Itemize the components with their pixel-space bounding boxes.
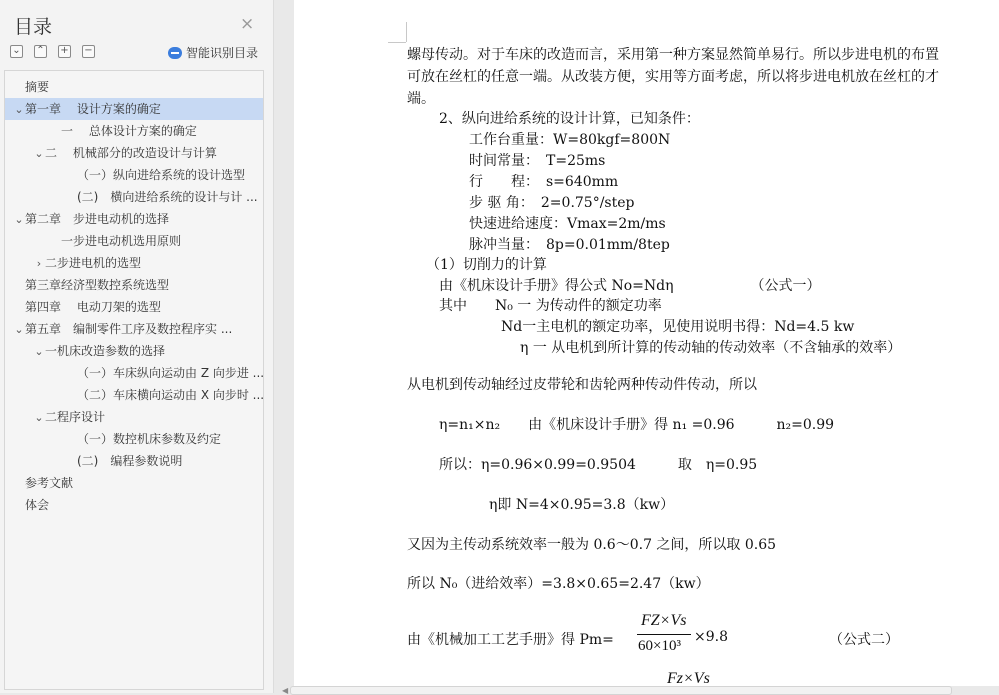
doc-line: 时间常量： T=25ms [469,153,606,169]
chevron-icon[interactable]: ⌄ [14,323,24,336]
toc-item[interactable] [5,296,263,318]
doc-line: 脉冲当量： 8p=0.01mm/8tep [469,237,670,253]
scroll-left-icon[interactable]: ◀ [282,686,289,695]
doc-line: 2、纵向进给系统的设计计算，已知条件： [439,111,700,127]
doc-line: 其中 N₀ 一 为传动件的额定功率 [439,298,662,314]
formula-next: Fz×Vs [667,670,710,686]
expand-up-icon[interactable]: ⌃ [34,45,47,58]
toc-item[interactable] [5,186,315,208]
toc-item[interactable] [5,318,263,340]
doc-line: 从电机到传动轴经过皮带轮和齿轮两种传动件传动，所以 [407,377,757,393]
doc-line: 所以 N₀（进给效率）=3.8×0.65=2.47（kw） [407,576,710,592]
doc-line: Nd一主电机的额定功率，见使用说明书得：Nd=4.5 kw [501,319,855,335]
toc-item[interactable] [5,274,263,296]
toc-item[interactable] [5,230,299,252]
chevron-icon[interactable]: ⌄ [14,213,24,226]
formula-numerator: FZ×Vs [641,612,687,629]
toc-item-label: （一）数控机床参数及约定 [77,432,222,446]
doc-line: （1）切削力的计算 [426,257,547,273]
toc-item-label: 二步进电机的选型 [45,256,142,270]
toc-item-label: 体会 [25,498,50,512]
fraction-bar [637,634,691,635]
chevron-icon[interactable]: ⌄ [34,147,44,160]
toc-item-label: (二) 横向进给系统的设计与计 ... [77,190,258,204]
toc-item-label: （一）纵向进给系统的设计选型 [77,168,246,182]
toc-item-label: （二）车床横向运动由 X 向步时 ... [77,388,265,402]
toc-item[interactable] [5,142,283,164]
doc-line: 步 驱 角： 2=0.75°/step [469,195,635,211]
toc-item[interactable] [5,472,263,494]
toc-item-label: 一 总体设计方案的确定 [61,124,197,138]
doc-line: 又因为主传动系统效率一般为 0.6～0.7 之间，所以取 0.65 [407,537,777,553]
toc-item-label: 第一章 设计方案的确定 [25,102,161,116]
smart-recognize-label: 智能识别目录 [186,46,259,60]
toc-item[interactable] [5,384,315,406]
doc-line: 螺母传动。对于车床的改造而言，采用第一种方案显然简单易行。所以步进电机的布置 [407,47,939,63]
toc-item[interactable] [5,450,315,472]
toc-item-label: 第四章 电动刀架的选型 [25,300,161,314]
toc-item-label: 二 机械部分的改造设计与计算 [45,146,217,160]
doc-line: ×9.8 [694,629,728,645]
toc-item[interactable] [5,406,283,428]
toc-item-label: 第三章经济型数控系统选型 [25,278,170,292]
toc-item[interactable] [5,120,299,142]
toc-title: 目录 [14,16,53,38]
toc-item[interactable] [5,428,315,450]
toc-item[interactable] [5,252,283,274]
doc-line: η 一 从电机到所计算的传动轴的传动效率（不含轴承的效率） [520,340,902,356]
add-level-icon[interactable]: + [58,45,71,58]
toc-item-label: 第五章 编制零件工序及数控程序实 ... [25,322,233,336]
toc-item-label: 第二章 步进电动机的选择 [25,212,170,226]
doc-line: 工作台重量：W=80kgf=800N [469,132,671,148]
toc-list [4,70,264,690]
toc-item[interactable] [5,494,263,516]
toc-item-label: 摘要 [25,80,50,94]
chevron-icon[interactable]: › [36,257,42,270]
doc-line: 由《机床设计手册》得公式 No=Ndη （公式一） [439,278,821,294]
smart-recognize-button[interactable] [168,44,258,61]
horizontal-scrollbar[interactable] [290,686,952,695]
doc-line: 由《机械加工工艺手册》得 Pm= [407,632,614,648]
toc-item-label: （一）车床纵向运动由 Z 向步进 ... [77,366,265,380]
toc-sidebar [0,0,274,693]
toc-item[interactable] [5,76,263,98]
doc-line: 快速进给速度：Vmax=2m/ms [469,216,666,232]
toc-item[interactable] [5,340,283,362]
smart-icon [168,47,182,59]
chevron-icon[interactable]: ⌄ [14,103,24,116]
toc-item[interactable] [5,98,263,120]
doc-line: 所以：η=0.96×0.99=0.9504 取 η=0.95 [439,457,758,473]
chevron-icon[interactable]: ⌄ [34,411,44,424]
toc-item-label: 二程序设计 [45,410,106,424]
toc-item[interactable] [5,362,315,384]
page-corner-mark [406,22,407,42]
doc-line: 可放在丝杠的任意一端。从改装方便，实用等方面考虑，所以将步进电机放在丝杠的才 [407,69,939,85]
doc-line: 端。 [407,91,435,107]
toc-item[interactable] [5,164,315,186]
formula-denominator: 60×10³ [638,638,681,654]
doc-line: 行 程： s=640mm [469,174,619,190]
toc-item-label: 参考文献 [25,476,74,490]
doc-line: η即 N=4×0.95=3.8（kw） [489,497,675,513]
doc-line: （公式二） [829,632,899,648]
document-page[interactable] [294,0,999,686]
page-corner-mark [388,42,406,43]
collapse-all-icon[interactable]: ⌄ [10,45,23,58]
toc-item-label: 一步进电动机选用原则 [61,234,182,248]
toc-item-label: 一机床改造参数的选择 [45,344,166,358]
toc-item[interactable] [5,208,263,230]
close-icon[interactable]: × [240,14,255,34]
doc-line: η=n₁×n₂ 由《机床设计手册》得 n₁ =0.96 n₂=0.99 [439,417,835,433]
toc-item-label: (二) 编程参数说明 [77,454,183,468]
chevron-icon[interactable]: ⌄ [34,345,44,358]
remove-level-icon[interactable]: − [82,45,95,58]
